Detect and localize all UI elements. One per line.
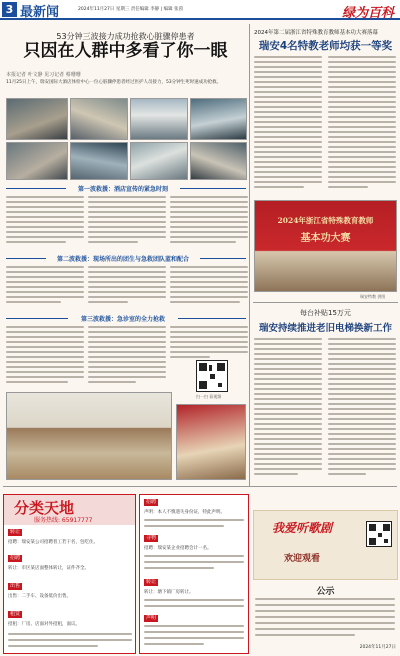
main-photo-8 — [190, 142, 247, 180]
right2-headline: 瑞安持续推进老旧电梯换新工作 — [258, 323, 392, 334]
classified-tag-2: 招聘 — [10, 555, 21, 561]
right-story-divider — [253, 302, 398, 303]
classified-tag-3: 出售 — [10, 583, 21, 589]
classifieds-title: 分类天地 — [14, 499, 75, 517]
contest-photo — [254, 200, 397, 292]
main-photo-1 — [6, 98, 68, 140]
video-qr-code[interactable] — [196, 360, 228, 392]
classified-item-1: 招聘：瑞安某公司招聘普工若干名，包吃住。 — [8, 540, 98, 545]
right2-text — [254, 338, 397, 483]
main-photo-banner — [176, 404, 246, 480]
classified2-item-2: 招聘：瑞安某企业招聘会计一名。 — [144, 546, 212, 551]
sub2-rule-right — [200, 258, 246, 259]
classified-tag-1: 转让 — [10, 529, 21, 535]
column-divider — [249, 24, 250, 486]
classifieds-header — [4, 495, 135, 525]
classified-item-2: 转让：市区某店面整体转让，证件齐全。 — [8, 566, 89, 571]
main-lead: 11月25日上午，瑞安国际大酒店体检中心一位心脏骤停患者经过医护人员接力，53分钟生死时速成功抢救。 — [6, 80, 222, 85]
text-block-1 — [6, 196, 248, 252]
right2-kicker: 每台补贴15万元 — [300, 309, 351, 317]
contest-photo-caption: 瑞安特教 供图 — [360, 294, 386, 299]
right1-kicker: 2024年第二届浙江省特殊教育教师基本功大赛落幕 — [254, 30, 378, 36]
main-group-photo — [6, 392, 172, 480]
main-photo-4 — [190, 98, 247, 140]
classified2-item-3: 转让：塘下镇厂房转让。 — [144, 590, 194, 595]
main-byline: 本报记者 叶文静 见习记者 蔡珊珊 — [6, 72, 81, 78]
page-number: 3 — [2, 2, 17, 17]
main-story — [3, 26, 248, 61]
sub3-heading: 第三波救援：急诊室的全力抢救 — [80, 316, 165, 323]
sub1-rule-left — [6, 188, 66, 189]
main-photo-2 — [70, 98, 128, 140]
sub1-rule-right — [180, 188, 246, 189]
classifieds-col2 — [139, 494, 249, 654]
classified2-tag-2: 寻物 — [146, 535, 157, 541]
main-photo-6 — [70, 142, 128, 180]
classified-tag-4: 租赁 — [10, 611, 21, 617]
main-photo-5 — [6, 142, 68, 180]
text-block-2 — [6, 266, 248, 310]
classified-item-3: 出售：二手车、设备低价出售。 — [8, 594, 71, 599]
contest-banner-line1: 2024年浙江省特殊教育教师 — [277, 216, 374, 225]
sub3-rule-right — [178, 318, 246, 319]
classified2-tag-4: 声明 — [146, 615, 157, 621]
main-photo-7 — [130, 142, 188, 180]
classified2-tag-3: 转让 — [146, 579, 157, 585]
sub1-heading: 第一波救援：酒店宣传的紧急时刻 — [77, 186, 168, 193]
main-kicker: 53分钟三波接力成功抢救心脏骤停患者 — [56, 32, 195, 41]
main-story-bottom-rule — [3, 486, 397, 487]
right1-text — [254, 56, 397, 196]
main-photo-3 — [130, 98, 188, 140]
sub2-rule-left — [6, 258, 46, 259]
classifieds-phone: 服务热线: 65917777 — [34, 517, 93, 524]
notice-date: 2024年11月27日 — [359, 645, 396, 650]
sub3-rule-left — [6, 318, 68, 319]
public-notice — [253, 582, 398, 654]
page-header — [0, 0, 400, 20]
main-headline: 只因在人群中多看了你一眼 — [23, 41, 228, 61]
qr-caption: 扫一扫 看视频 — [196, 394, 222, 399]
sub2-heading: 第二波救援：现场所出的团生与急救团队蓝和配合 — [56, 256, 189, 263]
right1-headline: 瑞安4名特教老师均获一等奖 — [258, 40, 393, 52]
classified2-tag-1: 招聘 — [146, 499, 157, 505]
ad-title: 我爱听歌剧 — [272, 521, 333, 535]
opera-ad[interactable] — [253, 510, 398, 580]
ad-subtitle: 欢迎观看 — [284, 554, 321, 564]
classified-item-4: 招租：厂房、店面对外招租，面议。 — [8, 622, 80, 627]
notice-title: 公示 — [316, 587, 335, 597]
classified2-item-1: 声明：本人不慎遗失身份证，特此声明。 — [144, 510, 225, 515]
classifieds-box — [3, 494, 136, 654]
ad-qr-code[interactable] — [366, 521, 392, 547]
newspaper-brand: 绿为百科 — [341, 6, 394, 21]
date-line: 2024年11月27日 星期三 责任编辑 李静 | 编辑 张茵 — [78, 7, 184, 12]
section-title: 最新闻 — [20, 5, 60, 20]
contest-banner-line2: 基本功大赛 — [300, 233, 351, 244]
